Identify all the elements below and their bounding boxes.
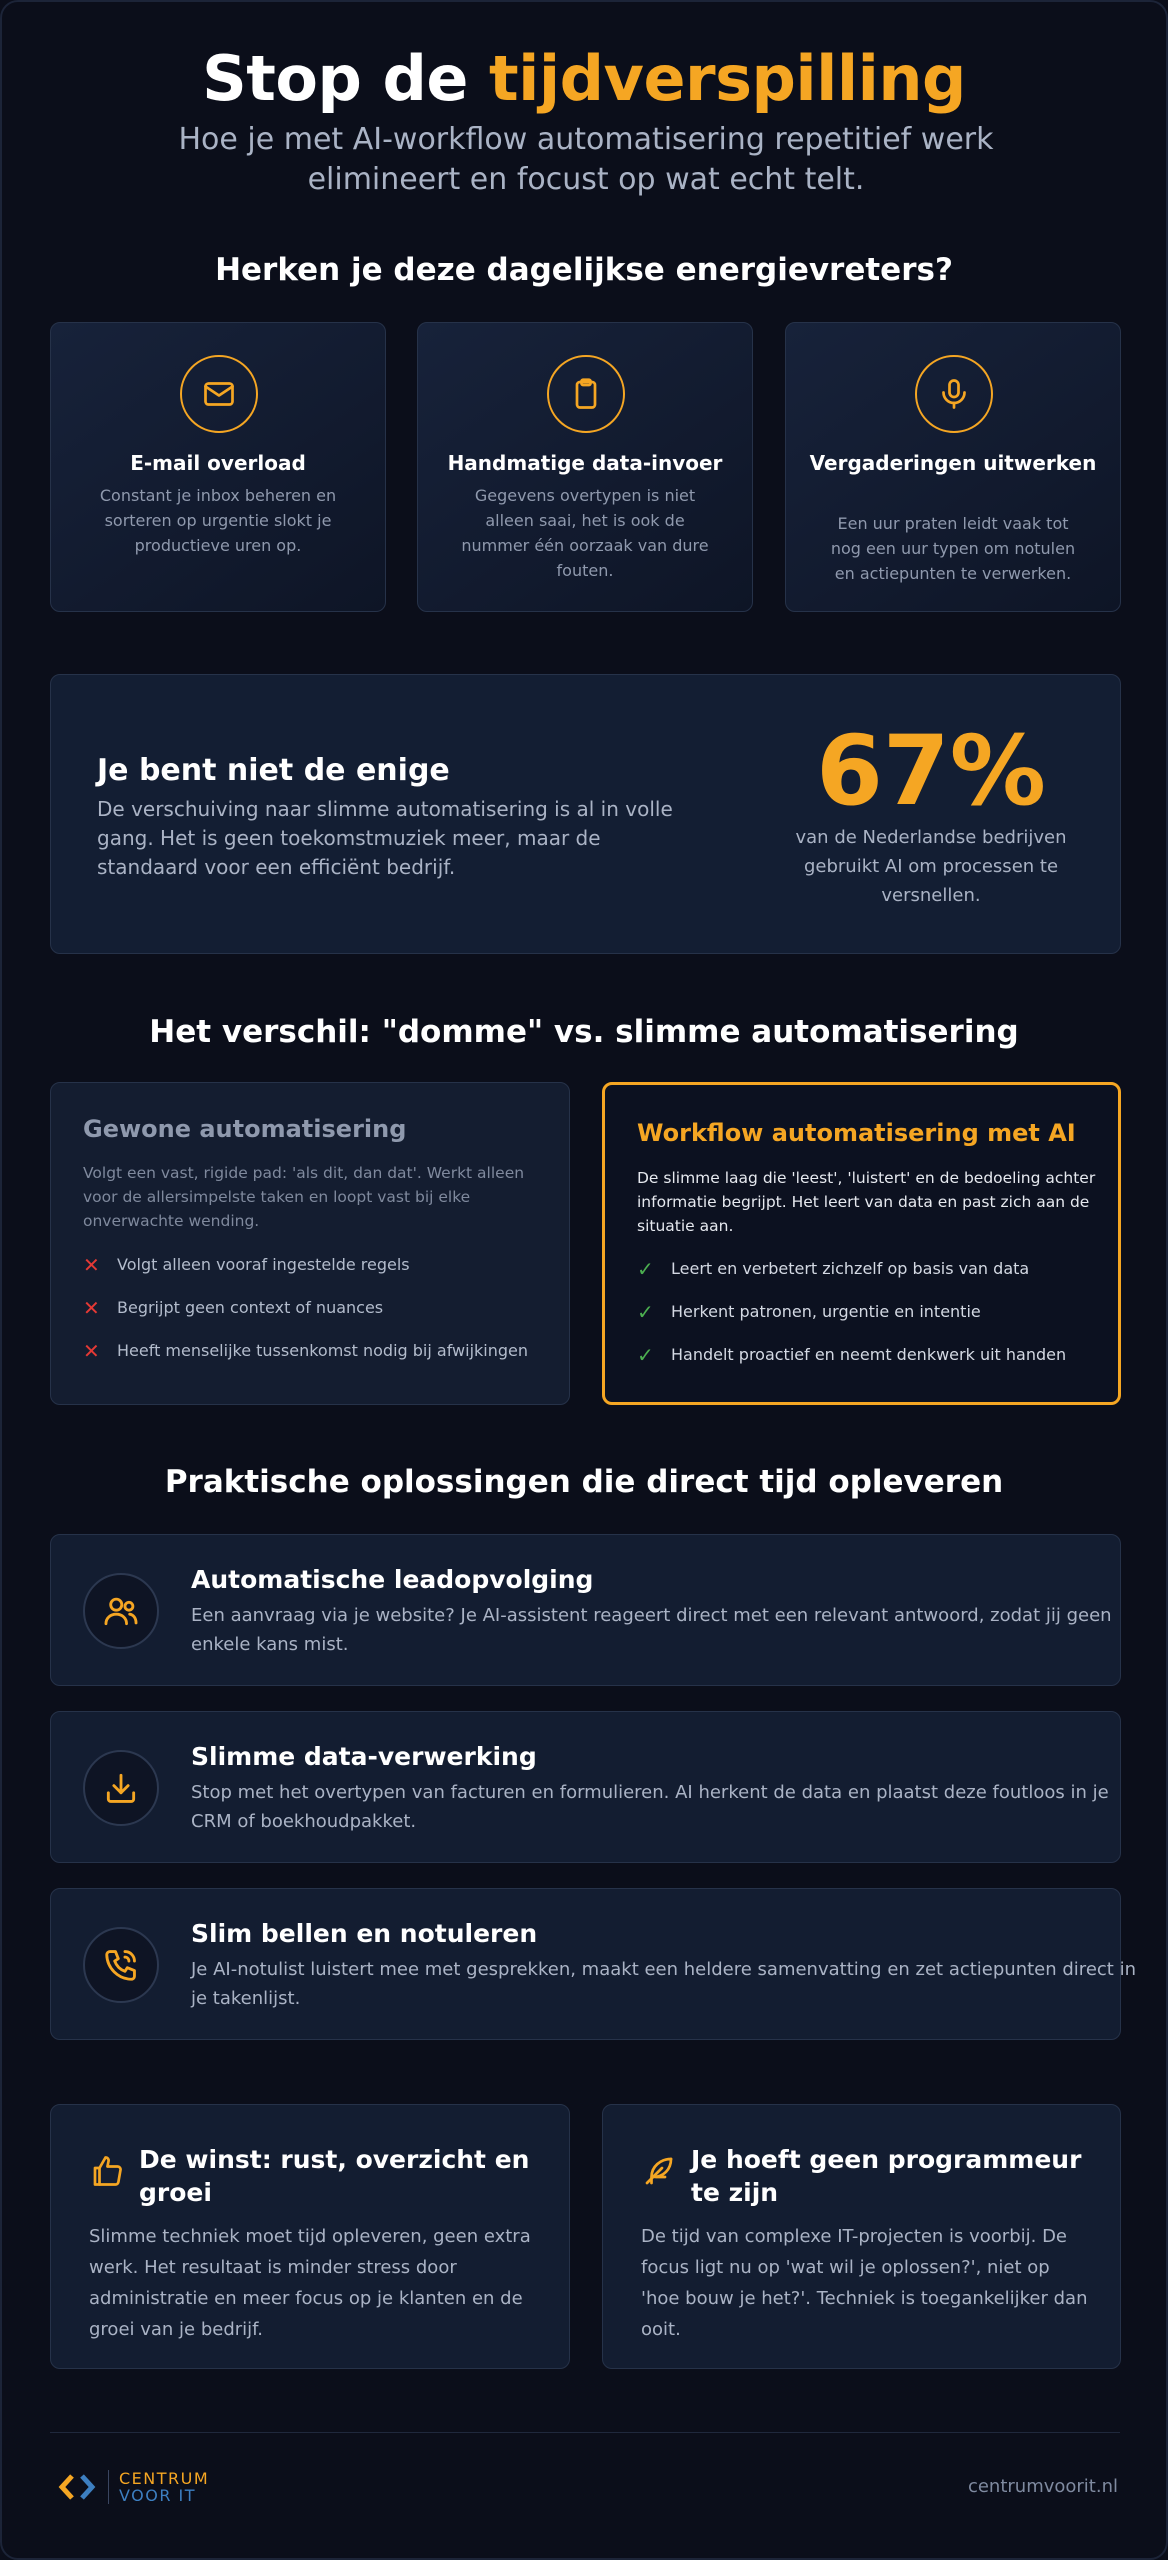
title-part: Stop de bbox=[202, 42, 489, 115]
page-subtitle: Hoe je met AI-workflow automatisering repetitief werk elimineert en focust op wat echt telt. bbox=[178, 122, 994, 197]
logo-text bbox=[108, 2470, 209, 2504]
problem-title: Vergaderingen uitwerken bbox=[809, 451, 1097, 475]
standard-title: Gewone automatisering bbox=[83, 1115, 407, 1143]
page-title bbox=[2, 42, 1166, 115]
problem-title: Handmatige data-invoer bbox=[447, 451, 723, 475]
benefit-desc: Slimme techniek moet tijd opleveren, geen extra werk. Het resultaat is minder stress door administratie en meer focus op je klanten en de groei van je bedrijf. bbox=[89, 2226, 531, 2340]
mail-icon bbox=[180, 355, 258, 433]
ai-desc: De slimme laag die 'leest', 'luistert' en de bedoeling achter informatie begrijpt. Het leert van data en past zich aan de situatie aan. bbox=[637, 1169, 1096, 1235]
list-item: ✕ Volgt alleen vooraf ingestelde regels bbox=[83, 1252, 410, 1277]
standard-desc: Volgt een vast, rigide pad: 'als dit, dan dat'. Werkt alleen voor de allersimpelste taken en loopt vast bij elke onverwachte wending. bbox=[83, 1164, 525, 1230]
cross-icon: ✕ bbox=[83, 1252, 100, 1277]
solution-title: Slim bellen en notuleren bbox=[191, 1919, 538, 1948]
stat-heading: Je bent niet de enige bbox=[97, 753, 450, 788]
solution-card-calls bbox=[50, 1888, 1136, 2040]
problem-card-meetings bbox=[785, 322, 1121, 612]
microphone-icon bbox=[915, 355, 993, 433]
ai-automation-card bbox=[602, 1082, 1121, 1405]
logo-line-2: VOOR IT bbox=[119, 2486, 197, 2505]
problem-card-data-entry bbox=[417, 322, 753, 612]
footer-divider bbox=[50, 2432, 1120, 2433]
thumbs-up-icon bbox=[89, 2153, 125, 2189]
problems-heading: Herken je deze dagelijkse energievreters? bbox=[215, 252, 953, 288]
stat-text: De verschuiving naar slimme automatisering is al in volle gang. Het is geen toekomstmuziek meer, maar de standaard voor een efficiënt bedrijf. bbox=[97, 797, 673, 879]
clipboard-icon bbox=[547, 355, 625, 433]
solution-title: Automatische leadopvolging bbox=[191, 1565, 594, 1594]
logo-line-1: CENTRUM bbox=[119, 2469, 210, 2488]
benefit-title: Je hoeft geen programmeur te zijn bbox=[691, 2145, 1082, 2207]
comparison-heading: Het verschil: "domme" vs. slimme automatisering bbox=[149, 1014, 1019, 1050]
list-item: ✕ Heeft menselijke tussenkomst nodig bij afwijkingen bbox=[83, 1338, 529, 1363]
benefit-title: De winst: rust, overzicht en groei bbox=[139, 2145, 530, 2207]
users-icon bbox=[83, 1573, 159, 1649]
logo[interactable] bbox=[58, 2470, 209, 2504]
solution-title: Slimme data-verwerking bbox=[191, 1742, 537, 1771]
stat-caption: van de Nederlandse bedrijven gebruikt AI om processen te versnellen. bbox=[795, 827, 1067, 906]
check-icon: ✓ bbox=[637, 1299, 654, 1324]
standard-automation-card bbox=[50, 1082, 570, 1405]
footer-url-link[interactable]: centrumvoorit.nl bbox=[967, 2476, 1118, 2497]
list-item: ✓ Leert en verbetert zichzelf op basis van data bbox=[637, 1256, 1030, 1281]
benefit-desc: De tijd van complexe IT-projecten is voorbij. De focus ligt nu op 'wat wil je oplossen?', niet op 'hoe bouw je het?'. Techniek is toegankelijker dan ooit. bbox=[641, 2226, 1088, 2340]
standard-list bbox=[83, 1243, 528, 1372]
list-item: ✕ Begrijpt geen context of nuances bbox=[83, 1295, 384, 1320]
benefit-card-no-code bbox=[602, 2104, 1121, 2369]
stat-value: 67% bbox=[816, 715, 1046, 827]
problem-card-email bbox=[50, 322, 386, 612]
list-item: ✓ Handelt proactief en neemt denkwerk uit handen bbox=[637, 1342, 1067, 1367]
ai-title: Workflow automatisering met AI bbox=[637, 1119, 1076, 1147]
solution-card-data bbox=[50, 1711, 1121, 1863]
problem-desc: Gegevens overtypen is niet alleen saai, het is ook de nummer één oorzaak van dure fouten. bbox=[461, 486, 709, 580]
stat-card bbox=[50, 674, 1121, 954]
problem-desc: Constant je inbox beheren en sorteren op urgentie slokt je productieve uren op. bbox=[99, 486, 337, 555]
solution-card-leads bbox=[50, 1534, 1121, 1686]
problem-desc: Een uur praten leidt vaak tot nog een uur typen om notulen en actiepunten te verwerken. bbox=[830, 514, 1076, 583]
feather-icon bbox=[641, 2153, 677, 2189]
phone-call-icon bbox=[83, 1927, 159, 2003]
check-icon: ✓ bbox=[637, 1256, 654, 1281]
solution-desc: Stop met het overtypen van facturen en formulieren. AI herkent de data en plaatst deze foutloos in je CRM of boekhoudpakket. bbox=[191, 1782, 1109, 1832]
ai-list bbox=[637, 1247, 1066, 1376]
check-icon: ✓ bbox=[637, 1342, 654, 1367]
cross-icon: ✕ bbox=[83, 1338, 100, 1363]
solution-desc: Een aanvraag via je website? Je AI-assistent reageert direct met een relevant antwoord, zodat jij geen enkele kans mist. bbox=[191, 1605, 1112, 1655]
list-item: ✓ Herkent patronen, urgentie en intentie bbox=[637, 1299, 981, 1324]
solutions-heading: Praktische oplossingen die direct tijd opleveren bbox=[164, 1464, 1004, 1500]
problem-title: E-mail overload bbox=[130, 451, 306, 475]
solution-desc: Je AI-notulist luistert mee met gesprekken, maakt een heldere samenvatting en zet actiepunten direct in je takenlijst. bbox=[191, 1959, 1136, 2009]
title-accent: tijdverspilling bbox=[489, 42, 966, 115]
download-icon bbox=[83, 1750, 159, 1826]
benefit-card-gain bbox=[50, 2104, 570, 2369]
logo-mark-icon bbox=[58, 2472, 98, 2502]
cross-icon: ✕ bbox=[83, 1295, 100, 1320]
